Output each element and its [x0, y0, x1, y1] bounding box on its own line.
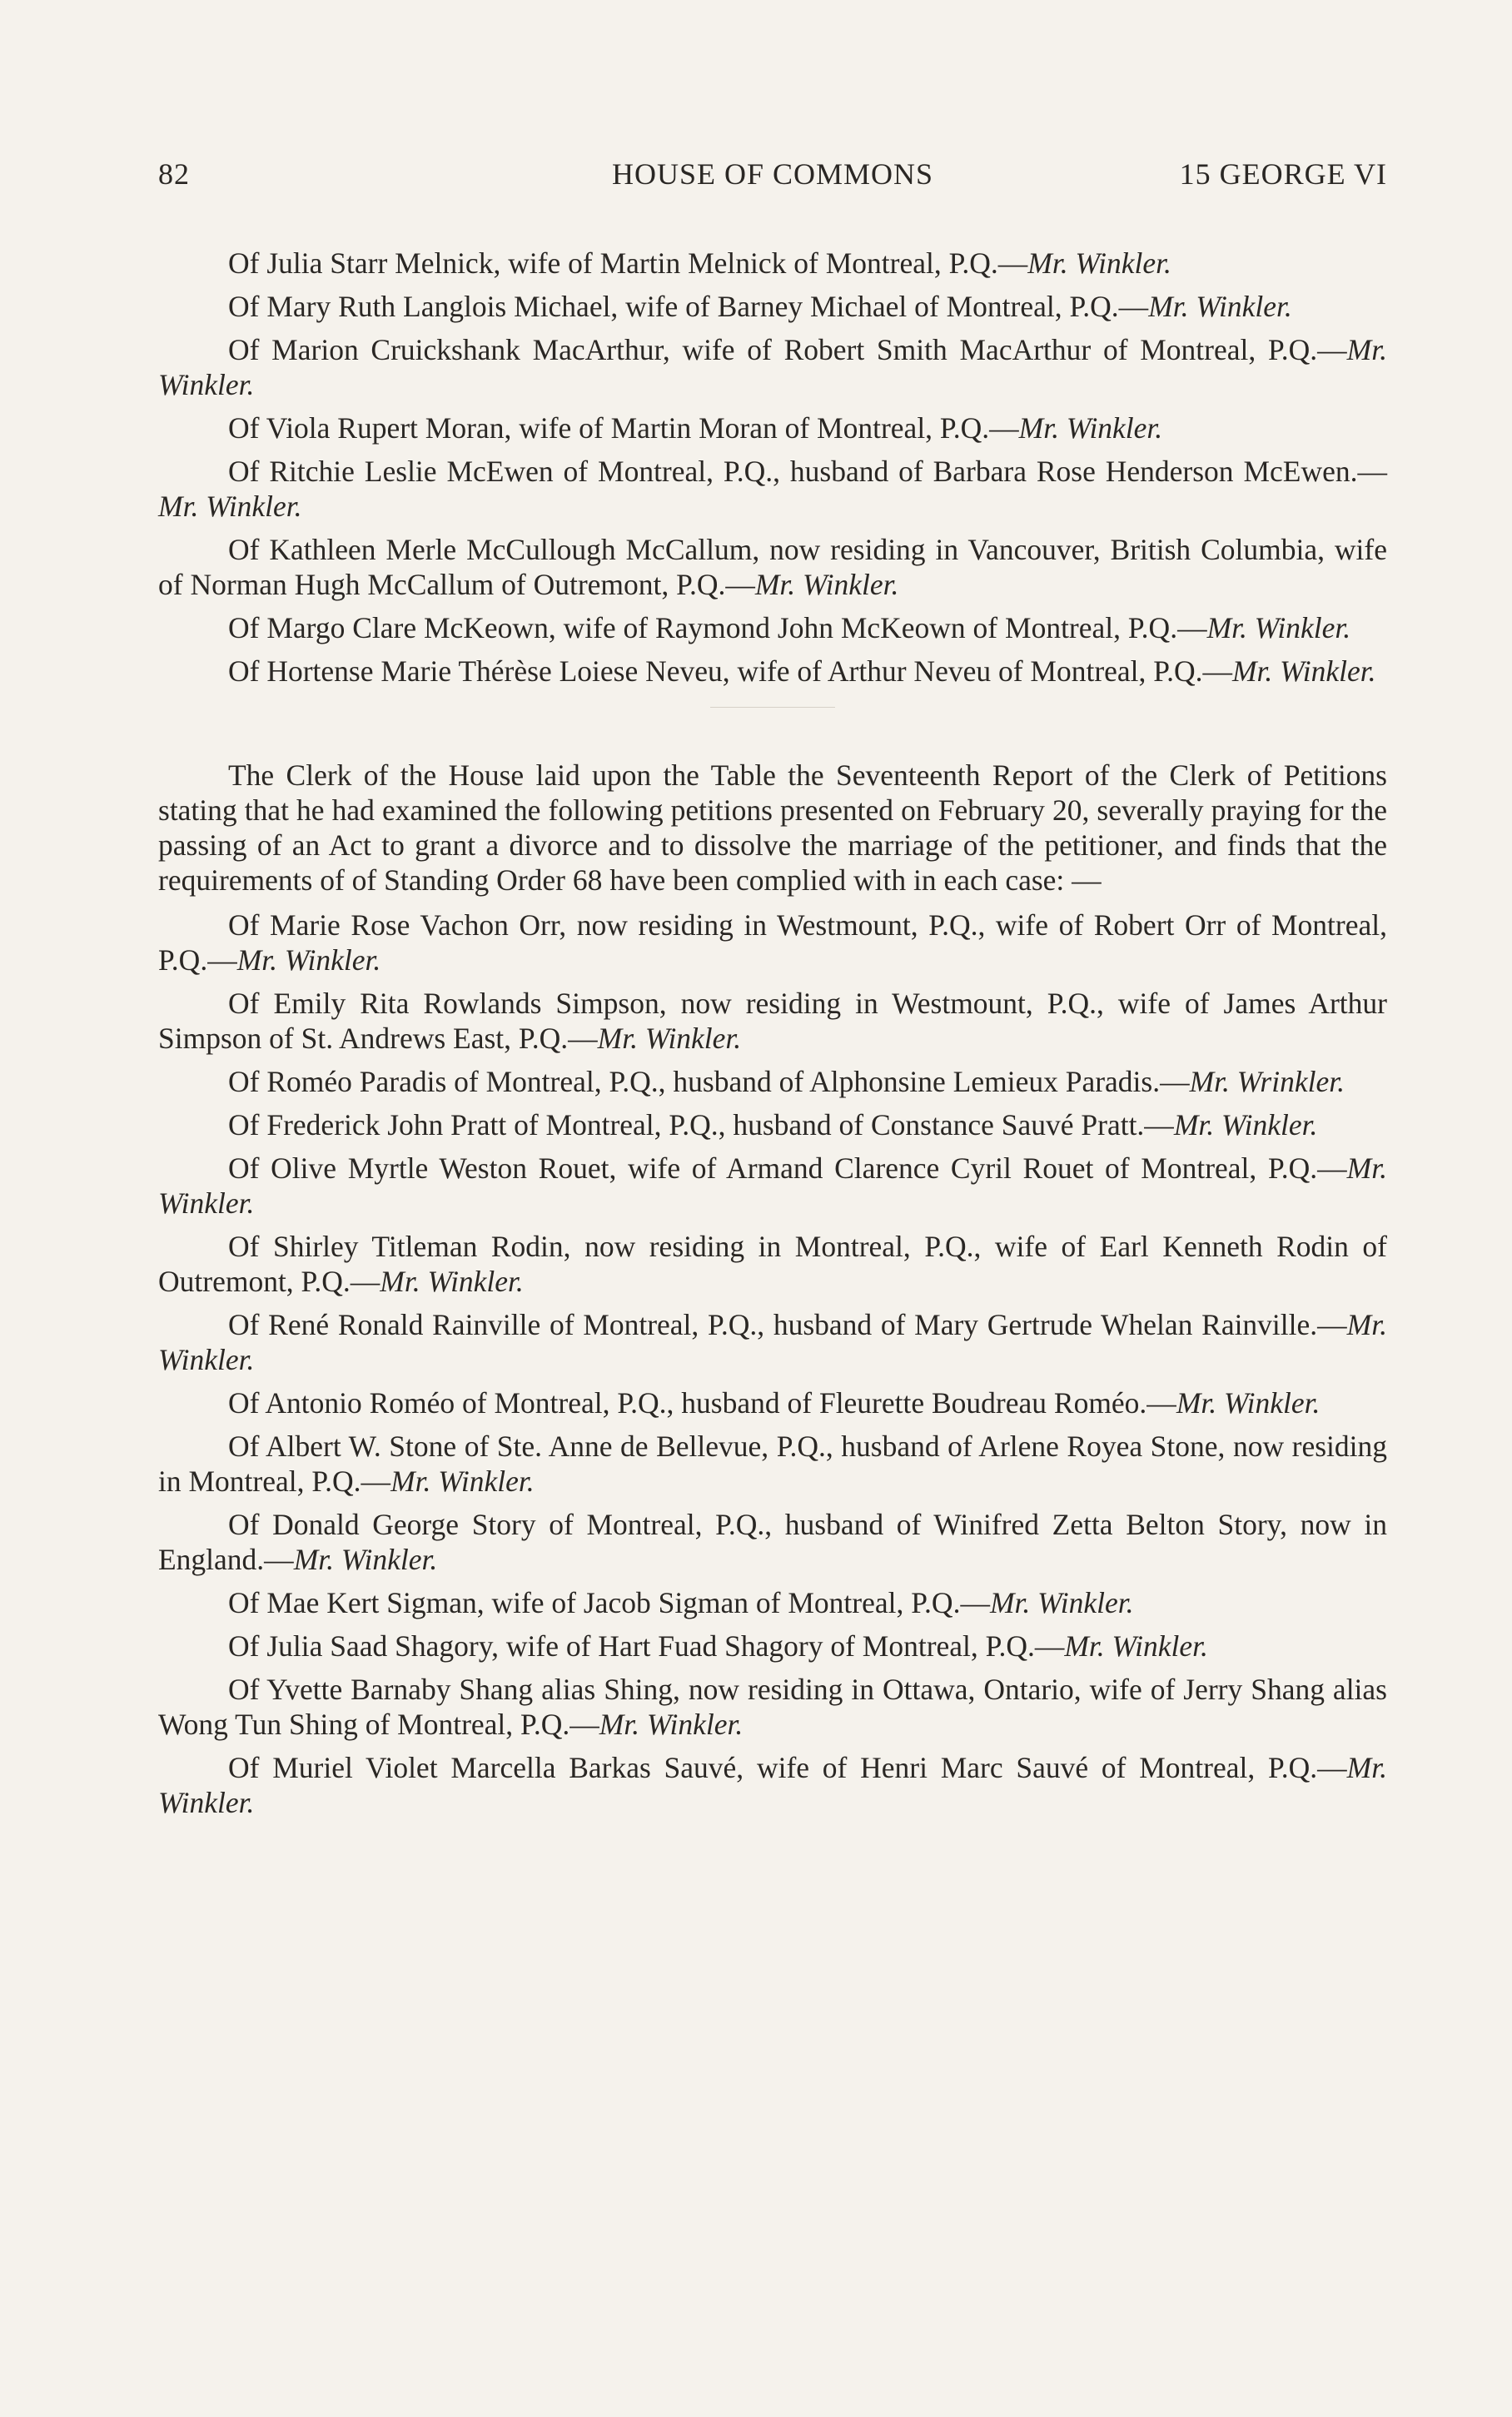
- petition-member: Mr. Winkler.: [158, 1151, 1387, 1220]
- petition-text: Of Albert W. Stone of Ste. Anne de Bellevue, P.Q., husband of Arlene Royea Stone, now residing in Montreal, P.Q.—: [158, 1430, 1387, 1498]
- petition-text: Of René Ronald Rainville of Montreal, P.Q., husband of Mary Gertrude Whelan Rainville.—: [228, 1308, 1347, 1341]
- petition-entry: [158, 986, 1387, 1056]
- petition-entry: [158, 1385, 1387, 1420]
- running-head: [158, 157, 1387, 198]
- petition-entry: [158, 1064, 1387, 1099]
- page-body: [158, 246, 1387, 1828]
- petition-member: Mr. Winkler.: [1206, 611, 1351, 644]
- petition-text: Of Viola Rupert Moran, wife of Martin Moran of Montreal, P.Q.—: [228, 411, 1019, 445]
- page-title: HOUSE OF COMMONS: [611, 157, 934, 191]
- petition-text: Of Kathleen Merle McCullough McCallum, now residing in Vancouver, British Columbia, wife of Norman Hugh McCallum of Outremont, P.Q.—: [158, 533, 1387, 601]
- petition-text: Of Antonio Roméo of Montreal, P.Q., husband of Fleurette Boudreau Roméo.—: [228, 1386, 1176, 1420]
- petition-text: Of Mary Ruth Langlois Michael, wife of Barney Michael of Montreal, P.Q.—: [228, 290, 1149, 323]
- petition-text: Of Roméo Paradis of Montreal, P.Q., husband of Alphonsine Lemieux Paradis.—: [228, 1065, 1190, 1098]
- petition-text: Of Margo Clare McKeown, wife of Raymond John McKeown of Montreal, P.Q.—: [228, 611, 1207, 644]
- petition-member: Mr. Winkler.: [989, 1586, 1134, 1619]
- petition-entry: [158, 1107, 1387, 1142]
- petition-member: Mr. Winkler.: [1064, 1629, 1208, 1663]
- petition-member: Mr. Winkler.: [597, 1022, 742, 1055]
- petition-text: Of Julia Saad Shagory, wife of Hart Fuad Shagory of Montreal, P.Q.—: [228, 1629, 1065, 1663]
- petition-member: Mr. Winkler.: [599, 1708, 744, 1741]
- page-number: 82: [158, 157, 190, 191]
- petition-member: Mr. Winkler.: [380, 1265, 524, 1298]
- petition-member: Mr. Winkler.: [1027, 246, 1171, 280]
- petition-entry: [158, 1229, 1387, 1299]
- petition-member: Mr. Winkler.: [1018, 411, 1163, 445]
- petition-entry: [158, 246, 1387, 281]
- petition-member: Mr. Winkler.: [1231, 654, 1376, 688]
- petition-member: Mr. Winkler.: [158, 490, 302, 523]
- petition-entry: [158, 908, 1387, 977]
- petition-member: Mr. Winkler.: [1176, 1386, 1321, 1420]
- clerk-report-paragraph: The Clerk of the House laid upon the Table the Seventeenth Report of the Clerk of Petitions stating that he had examined the following petitions presented on February 20, severally praying for the passing of an Act to grant a divorce and to dissolve the marriage of the petitioner, and finds that the requirements of of Standing Order 68 have been complied with in each case: —: [158, 758, 1387, 897]
- petition-entry: [158, 1672, 1387, 1742]
- petition-member: Mr. Winkler.: [158, 333, 1387, 401]
- petition-entry: [158, 332, 1387, 402]
- petition-member: Mr. Winkler.: [1173, 1108, 1318, 1141]
- petition-member: Mr. Winkler.: [1148, 290, 1292, 323]
- petition-entry: [158, 454, 1387, 524]
- petition-entry: [158, 1429, 1387, 1499]
- petition-text: Of Marie Rose Vachon Orr, now residing in Westmount, P.Q., wife of Robert Orr of Montreal, P.Q.—: [158, 908, 1387, 977]
- petition-entry: [158, 410, 1387, 445]
- petition-text: Of Frederick John Pratt of Montreal, P.Q., husband of Constance Sauvé Pratt.—: [228, 1108, 1174, 1141]
- petition-text: Of Ritchie Leslie McEwen of Montreal, P.Q., husband of Barbara Rose Henderson McEwen.—: [228, 455, 1387, 488]
- petition-text: Of Julia Starr Melnick, wife of Martin Melnick of Montreal, P.Q.—: [228, 246, 1028, 280]
- petition-entry: [158, 654, 1387, 689]
- petition-entry: [158, 1507, 1387, 1577]
- petition-entry: [158, 1307, 1387, 1377]
- petition-member: Mr. Winkler.: [390, 1465, 535, 1498]
- petition-text: Of Emily Rita Rowlands Simpson, now residing in Westmount, P.Q., wife of James Arthur Simpson of St. Andrews East, P.Q.—: [158, 987, 1387, 1055]
- petition-entry: [158, 289, 1387, 324]
- petition-text: Of Yvette Barnaby Shang alias Shing, now residing in Ottawa, Ontario, wife of Jerry Shang alias Wong Tun Shing of Montreal, P.Q.—: [158, 1673, 1387, 1741]
- petition-entry: [158, 1151, 1387, 1221]
- petition-entry: [158, 532, 1387, 602]
- petition-member: Mr. Winkler.: [158, 1308, 1387, 1376]
- petition-entry: [158, 1585, 1387, 1620]
- regnal-year: 15 GEORGE VI: [1179, 157, 1387, 191]
- petition-entry: [158, 1629, 1387, 1664]
- petition-text: Of Donald George Story of Montreal, P.Q., husband of Winifred Zetta Belton Story, now in England.—: [158, 1508, 1387, 1576]
- petition-entry: [158, 610, 1387, 645]
- petition-text: Of Marion Cruickshank MacArthur, wife of Robert Smith MacArthur of Montreal, P.Q.—: [228, 333, 1347, 366]
- petition-text: Of Shirley Titleman Rodin, now residing in Montreal, P.Q., wife of Earl Kenneth Rodin of Outremont, P.Q.—: [158, 1230, 1387, 1298]
- petition-member: Mr. Wrinkler.: [1189, 1065, 1345, 1098]
- section-divider: [710, 707, 835, 708]
- petition-member: Mr. Winkler.: [236, 943, 381, 977]
- petition-text: Of Muriel Violet Marcella Barkas Sauvé, wife of Henri Marc Sauvé of Montreal, P.Q.—: [228, 1751, 1347, 1784]
- petition-entry: [158, 1750, 1387, 1820]
- petition-text: Of Hortense Marie Thérèse Loiese Neveu, wife of Arthur Neveu of Montreal, P.Q.—: [228, 654, 1232, 688]
- petition-text: Of Mae Kert Sigman, wife of Jacob Sigman of Montreal, P.Q.—: [228, 1586, 990, 1619]
- petition-text: Of Olive Myrtle Weston Rouet, wife of Armand Clarence Cyril Rouet of Montreal, P.Q.—: [228, 1151, 1347, 1185]
- petition-member: Mr. Winkler.: [293, 1543, 438, 1576]
- petition-member: Mr. Winkler.: [158, 1751, 1387, 1819]
- petition-member: Mr. Winkler.: [754, 568, 899, 601]
